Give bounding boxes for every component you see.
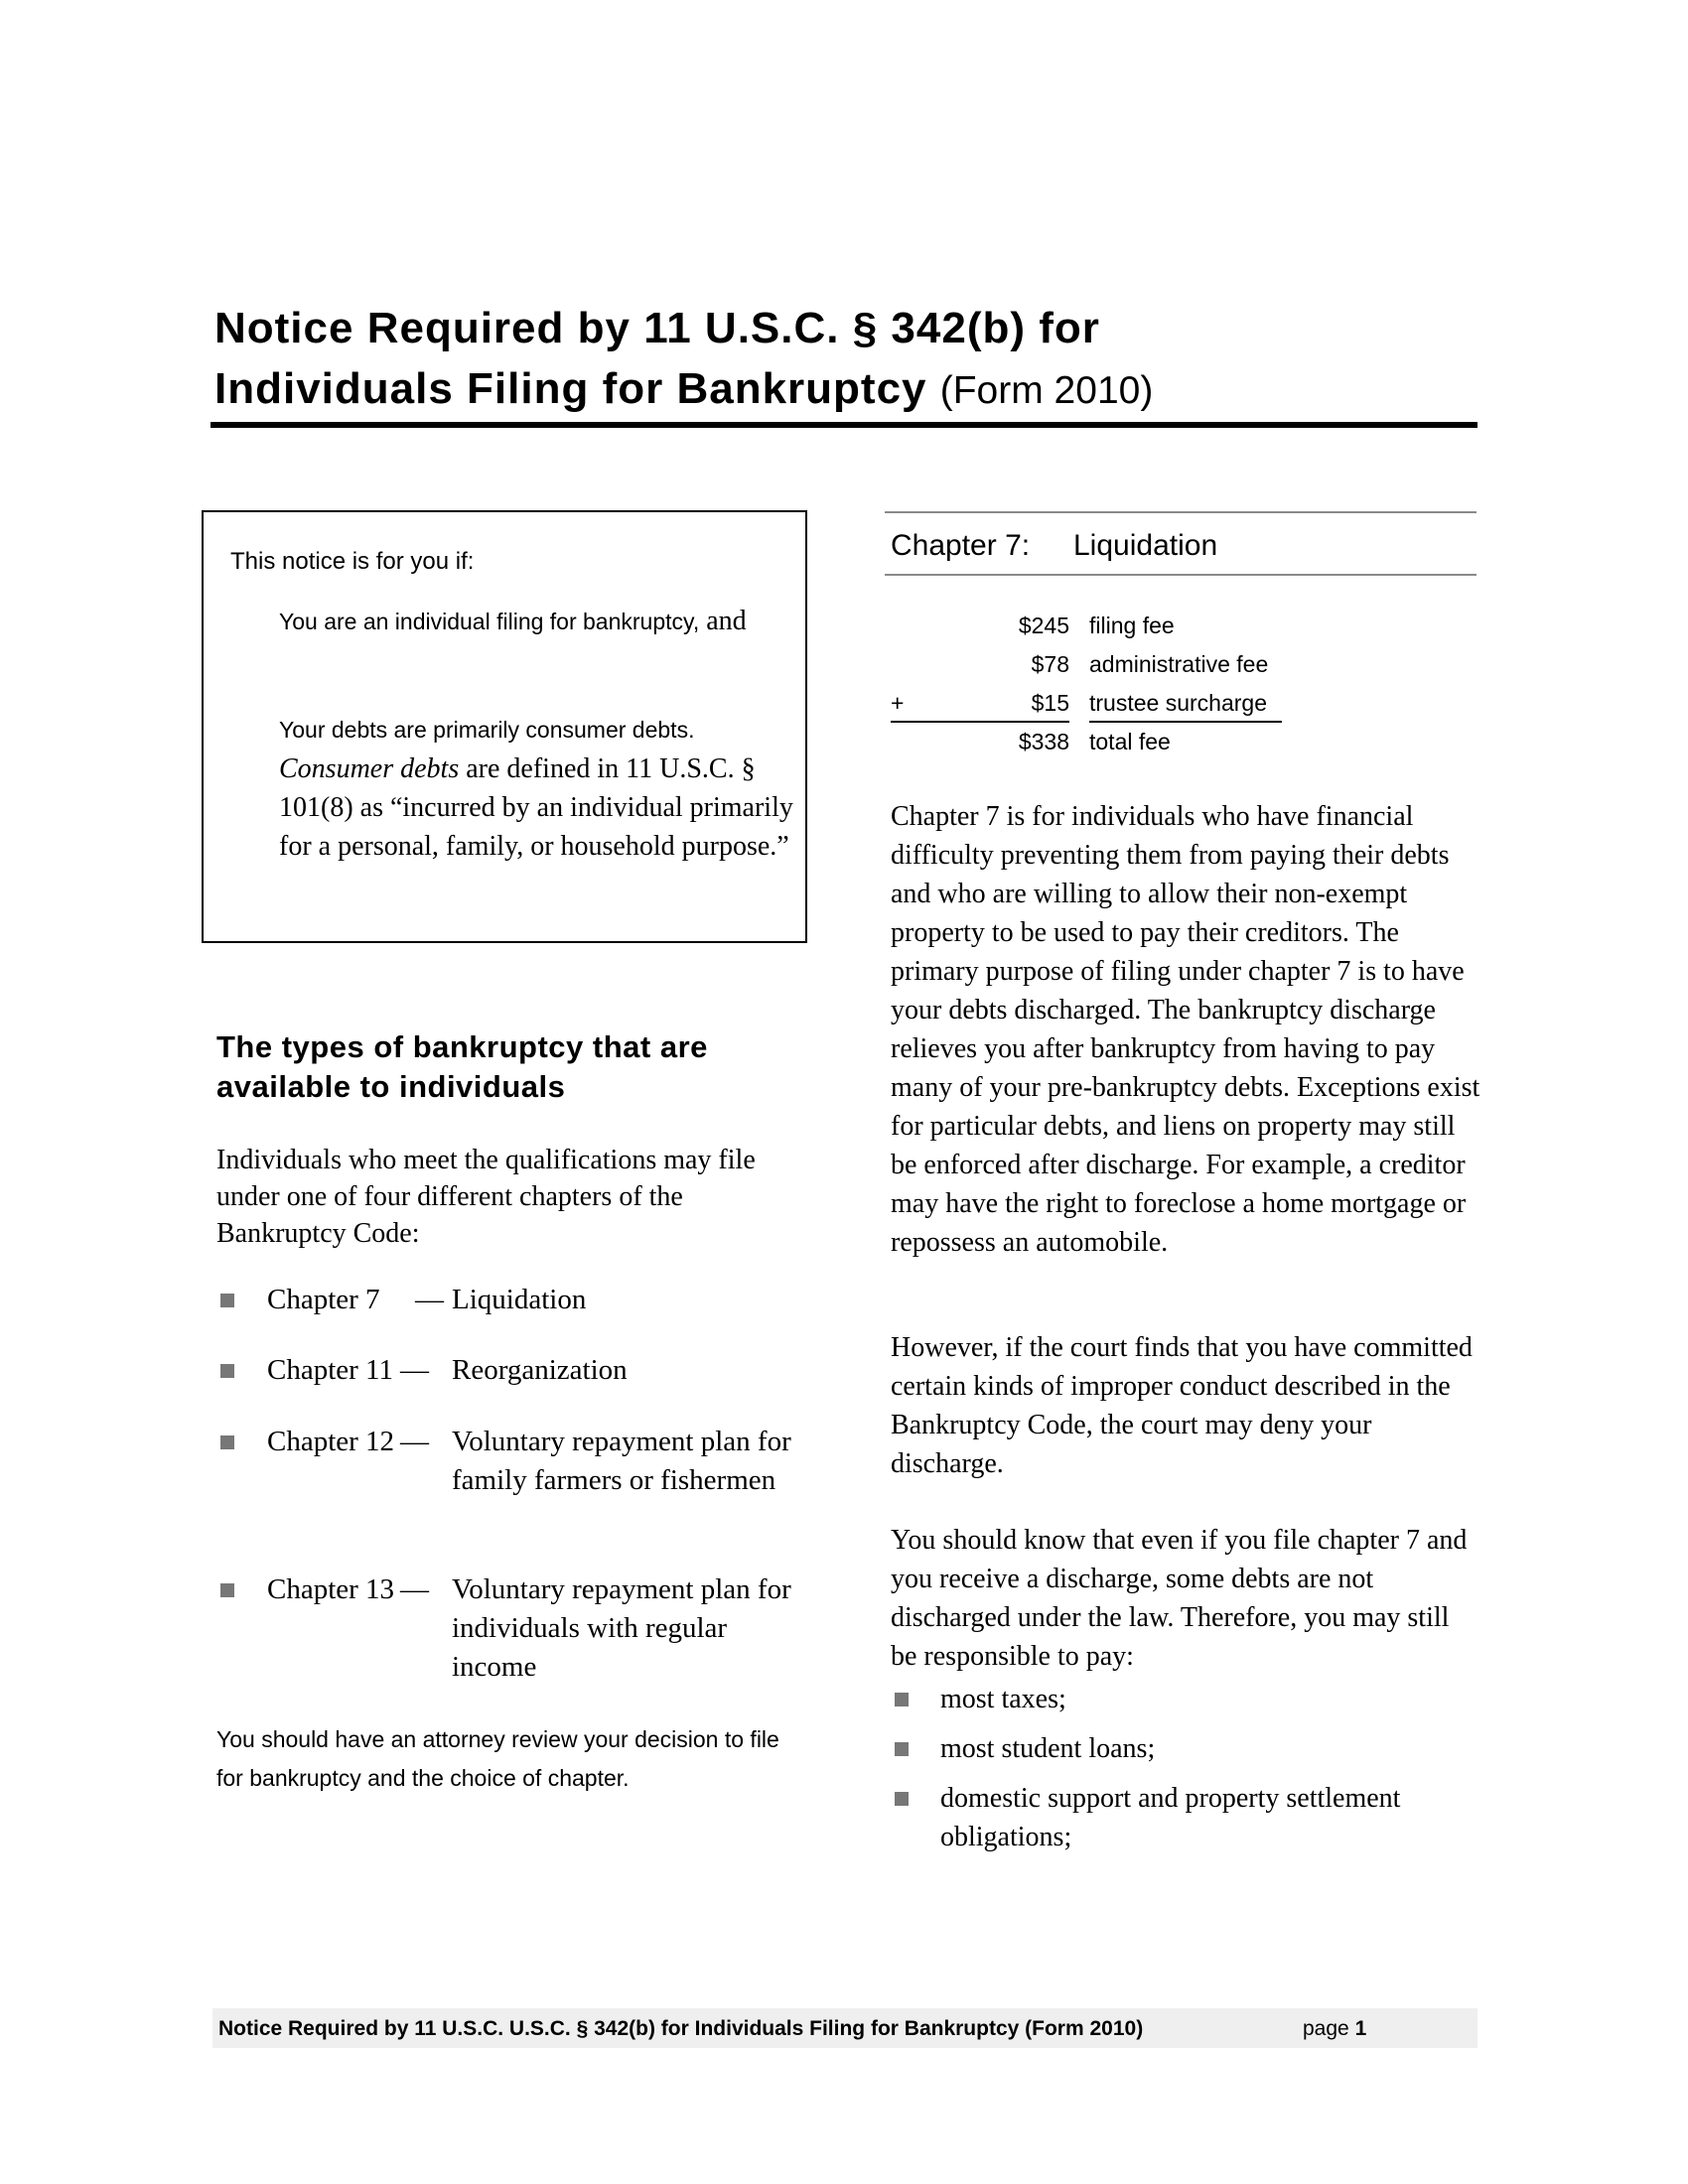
square-bullet-icon <box>220 1294 234 1307</box>
fee-amount: $245 <box>1018 613 1069 638</box>
fee-sum-rule <box>891 721 1069 723</box>
chapter-dash: — <box>415 1284 444 1315</box>
chapter7-paragraph: However, if the court finds that you have committed certain kinds of improper conduct described in the Bankruptcy Code, the court may deny your discharge. <box>891 1332 1473 1479</box>
footer-page <box>1303 2017 1366 2041</box>
fee-label: administrative fee <box>1089 651 1269 677</box>
types-heading: The types of bankruptcy that are available to individuals <box>216 1029 708 1104</box>
title-line-2 <box>214 358 1476 421</box>
types-intro: Individuals who meet the qualifications may file under one of four different chapters of the Bankruptcy Code: <box>216 1145 756 1249</box>
chapter-name: Chapter 7 <box>267 1284 380 1315</box>
square-bullet-icon <box>895 1693 909 1706</box>
chapter-name: Chapter 12 <box>267 1426 395 1457</box>
square-bullet-icon <box>895 1742 909 1756</box>
notice-item <box>279 711 795 866</box>
square-bullet-icon <box>220 1583 234 1597</box>
title-form-number: (Form 2010) <box>939 369 1154 412</box>
debt-text: domestic support and property settlement obligations; <box>940 1783 1401 1852</box>
chapter7-rule-top <box>885 511 1477 513</box>
title-line-1: Notice Required by 11 U.S.C. § 342(b) for <box>214 304 1100 352</box>
notice-item-head: You are an individual filing for bankruptcy, <box>279 609 700 634</box>
title-line-2-text: Individuals Filing for Bankruptcy <box>214 364 927 413</box>
square-bullet-icon <box>220 1435 234 1449</box>
chapter-description: Voluntary repayment plan for family farmers or fishermen <box>452 1426 791 1496</box>
fee-row <box>891 729 1387 767</box>
square-bullet-icon <box>895 1792 909 1806</box>
chapter-dash: — <box>400 1354 429 1386</box>
chapter-name: Chapter 11 <box>267 1354 393 1386</box>
fee-sum-rule <box>1089 721 1282 723</box>
title-divider <box>211 422 1477 428</box>
notice-item-rest: and <box>706 606 747 636</box>
attorney-note: You should have an attorney review your decision to file for bankruptcy and the choice of chapter. <box>216 1726 779 1791</box>
fee-label: total fee <box>1089 729 1171 754</box>
chapter7-header <box>891 526 1217 566</box>
notice-defined-term: Consumer debts <box>279 753 460 784</box>
debt-text: most student loans; <box>940 1733 1156 1764</box>
fee-row <box>891 651 1387 690</box>
notice-box <box>202 510 807 943</box>
chapter-name: Chapter 13 <box>267 1573 395 1605</box>
fee-row <box>891 613 1387 651</box>
footer-page-label: page <box>1303 2017 1349 2040</box>
page-title <box>214 298 1476 421</box>
notice-intro: This notice is for you if: <box>230 548 475 575</box>
fee-amount: $338 <box>1018 729 1069 754</box>
page-footer <box>212 2008 1477 2048</box>
notice-item <box>279 602 795 641</box>
footer-text: Notice Required by 11 U.S.C. U.S.C. § 342(b) for Individuals Filing for Bankruptcy (Form 2010) <box>218 2017 1144 2040</box>
fee-row <box>891 690 1387 729</box>
notice-item-rest: are defined in 11 U.S.C. § 101(8) as “incurred by an individual primarily for a personal, family, or household purpose.” <box>279 753 793 862</box>
chapter-dash: — <box>400 1573 429 1605</box>
chapter-description: Voluntary repayment plan for individuals with regular income <box>452 1573 791 1683</box>
notice-item-head: Your debts are primarily consumer debts. <box>279 717 695 743</box>
fee-table <box>891 613 1387 767</box>
fee-label: filing fee <box>1089 613 1175 638</box>
debt-text: most taxes; <box>940 1684 1066 1714</box>
fee-sign: + <box>891 690 905 716</box>
chapter7-paragraph: You should know that even if you file chapter 7 and you receive a discharge, some debts are not discharged under the law. Therefore, you may still be responsible to pay: <box>891 1525 1468 1672</box>
chapter7-rule-bottom <box>885 574 1477 576</box>
chapter7-label: Chapter 7: <box>891 529 1031 562</box>
footer-page-number: 1 <box>1354 2017 1367 2040</box>
fee-amount: $78 <box>1031 651 1069 677</box>
fee-label: trustee surcharge <box>1089 690 1267 716</box>
chapter7-title: Liquidation <box>1073 529 1218 562</box>
square-bullet-icon <box>220 1364 234 1378</box>
chapter-description: Liquidation <box>452 1284 587 1315</box>
chapter7-paragraph: Chapter 7 is for individuals who have financial difficulty preventing them from paying their debts and who are willing to allow their non-exempt property to be used to pay their creditors. The primary purpose of filing under chapter 7 is to have your debts discharged. The bankruptcy discharge relieves you after bankruptcy from having to pay many of your pre-bankruptcy debts. Exceptions exist for particular debts, and liens on property may still be enforced after discharge. For example, a creditor may have the right to foreclose a home mortgage or repossess an automobile. <box>891 801 1480 1258</box>
chapter-dash: — <box>400 1426 429 1457</box>
chapter-description: Reorganization <box>452 1354 628 1386</box>
fee-amount: $15 <box>1031 690 1069 716</box>
